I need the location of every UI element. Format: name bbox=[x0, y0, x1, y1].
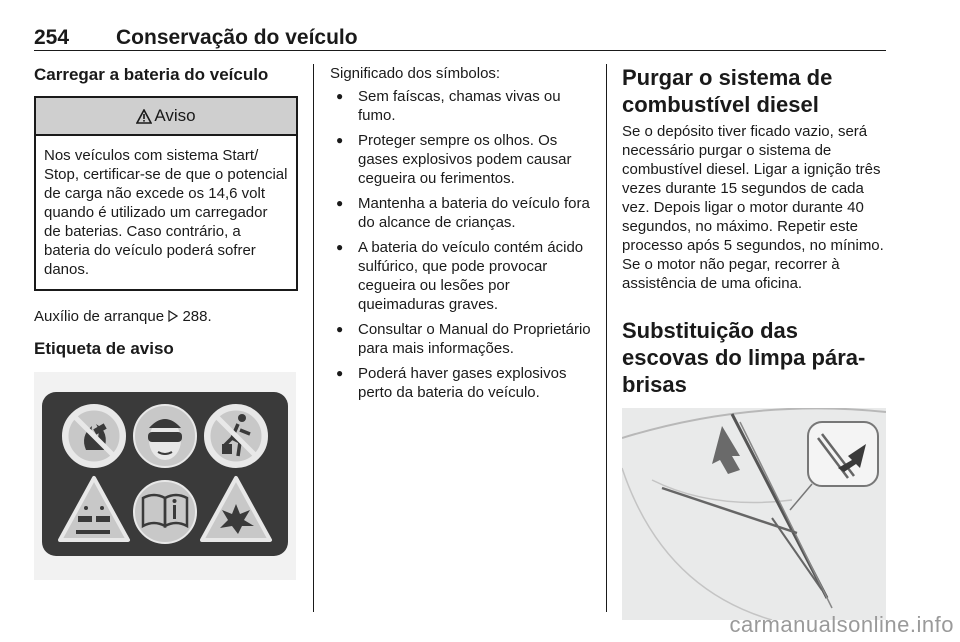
explosion-warning-icon bbox=[202, 478, 270, 540]
jump-start-reference bbox=[34, 307, 298, 326]
chapter-title: Conservação do veículo bbox=[116, 26, 358, 49]
list-item: ● Consultar o Manual do Proprietário para mais informações. bbox=[330, 320, 592, 358]
section-heading-warning-label: Etiqueta de aviso bbox=[34, 339, 174, 358]
diesel-body: Se o depósito tiver ficado vazio, será necessário purgar o sistema de combustível diesel. Ligar a ignição três vezes durante 15 segundos de cada vez. Depois ligar o motor durante 40 segundos, no máximo. Repetir este processo após 5 segundos, no mínimo. Se o motor não pegar, recorrer à assistência de uma oficina. bbox=[622, 123, 884, 292]
keep-away-children-icon bbox=[205, 405, 267, 467]
detail-magnifier bbox=[790, 422, 878, 510]
column-middle bbox=[330, 64, 592, 408]
list-item: ● A bateria do veículo contém ácido sulfúrico, que pode provocar cegueira ou lesões por queimaduras graves. bbox=[330, 238, 592, 314]
list-item: ● Sem faíscas, chamas vivas ou fumo. bbox=[330, 87, 592, 125]
warning-box-header bbox=[36, 98, 296, 136]
section-heading-wipers: Substituição das escovas do limpa pára-brisas bbox=[622, 318, 866, 397]
symbols-list bbox=[330, 87, 592, 402]
warning-body: Nos veículos com sistema Start/ Stop, certificar-se de que o potencial de carga não excede os 14,6 volt quando é utilizado um carregador de baterias. Caso contrário, a bateria do veículo poderá sofrer danos. bbox=[44, 147, 288, 278]
warning-triangle-icon bbox=[136, 109, 152, 124]
warning-box bbox=[34, 96, 298, 291]
reference-arrow-icon bbox=[168, 310, 178, 322]
column-divider bbox=[313, 64, 314, 612]
warning-label-board bbox=[42, 392, 288, 556]
column-divider bbox=[606, 64, 607, 612]
symbols-intro: Significado dos símbolos: bbox=[330, 65, 501, 82]
list-item: ● Mantenha a bateria do veículo fora do alcance de crianças. bbox=[330, 194, 592, 232]
column-left bbox=[34, 64, 298, 580]
page-reference-link[interactable]: 288. bbox=[182, 308, 212, 325]
column-right bbox=[622, 64, 888, 620]
up-arrow-icon bbox=[712, 426, 740, 474]
page-header bbox=[34, 26, 886, 51]
warning-title: Aviso bbox=[154, 106, 196, 125]
list-item: ● Poderá haver gases explosivos perto da bateria do veículo. bbox=[330, 364, 592, 402]
acid-warning-icon bbox=[60, 478, 128, 540]
wiper-blade-illustration bbox=[622, 408, 886, 620]
warning-label-image bbox=[34, 372, 296, 580]
list-item: ● Proteger sempre os olhos. Os gases explosivos podem causar cegueira ou ferimentos. bbox=[330, 131, 592, 188]
wiper-arm bbox=[662, 414, 832, 608]
goggles-icon bbox=[134, 405, 196, 467]
jump-start-text: Auxílio de arranque bbox=[34, 308, 165, 325]
watermark: carmanualsonline.info bbox=[729, 612, 954, 637]
section-heading-diesel: Purgar o sistema de combustível diesel bbox=[622, 65, 833, 117]
no-fire-icon bbox=[63, 405, 125, 467]
page-number: 254 bbox=[34, 26, 70, 49]
section-heading-battery: Carregar a bateria do veículo bbox=[34, 65, 269, 84]
manual-icon bbox=[134, 481, 196, 543]
